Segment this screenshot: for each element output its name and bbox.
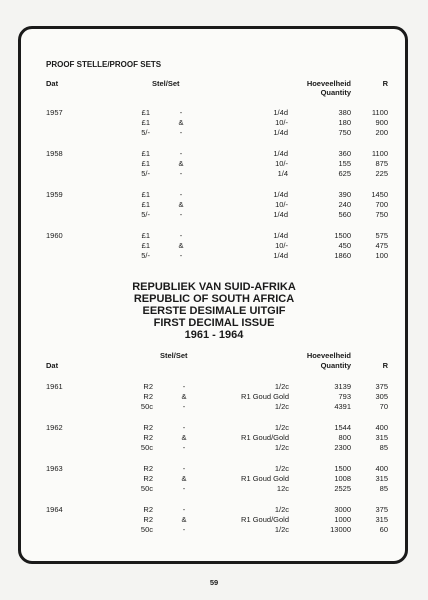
header-stel: Stel/Set [152,79,180,88]
price-rand: 305 [375,392,388,401]
section-title: PROOF STELLE/PROOF SETS [46,60,162,69]
quantity: 390 [338,190,351,199]
year-label: 1963 [46,464,63,473]
coin-description: R1 Goud/Gold [241,515,289,524]
set-symbol: - [179,169,183,178]
header-r: R [382,79,388,88]
set-symbol: & [178,200,184,209]
coin-description: 10/- [275,118,288,127]
coin-description: 1/2c [274,525,289,534]
price-rand: 375 [375,505,388,514]
set-symbol: - [182,443,186,452]
quantity: 450 [338,241,351,250]
price-rand: 375 [375,382,388,391]
quantity: 625 [338,169,351,178]
quantity: 1500 [334,231,351,240]
heading-line: REPUBLIC OF SOUTH AFRICA [133,293,295,305]
coin-description: 1/2c [274,505,289,514]
set-symbol: - [179,128,183,137]
denomination: R2 [143,433,153,442]
set-symbol: - [179,251,183,260]
denomination: £1 [141,231,150,240]
year-label: 1964 [46,505,63,514]
coin-description: R1 Goud Gold [241,392,289,401]
price-rand: 315 [375,515,388,524]
denomination: £1 [141,149,150,158]
quantity: 2525 [334,484,351,493]
set-symbol: - [179,149,183,158]
coin-description: 1/4 [277,169,288,178]
denomination: 50c [140,402,153,411]
header-r-2: R [382,361,388,370]
quantity: 750 [338,128,351,137]
year-label: 1958 [46,149,63,158]
year-label: 1961 [46,382,63,391]
coin-description: 1/4d [273,231,288,240]
set-symbol: - [182,525,186,534]
header-qty2-2: Quantity [320,361,351,370]
heading-line: FIRST DECIMAL ISSUE [153,317,275,329]
denomination: R2 [143,392,153,401]
price-rand: 100 [375,251,388,260]
coin-description: R1 Goud/Gold [241,433,289,442]
price-rand: 85 [379,443,388,452]
denomination: 5/- [141,128,150,137]
coin-description: 1/2c [274,423,289,432]
set-symbol: - [179,210,183,219]
denomination: 50c [140,443,153,452]
coin-description: 1/4d [273,190,288,199]
quantity: 1544 [334,423,351,432]
quantity: 3139 [334,382,351,391]
coin-description: 10/- [275,159,288,168]
price-rand: 575 [375,231,388,240]
price-rand: 1100 [371,149,388,158]
coin-description: 1/2c [274,443,289,452]
denomination: £1 [141,118,150,127]
coin-description: 1/4d [273,251,288,260]
year-label: 1957 [46,108,63,117]
denomination: £1 [141,190,150,199]
coin-description: 10/- [275,241,288,250]
header-qty2: Quantity [320,88,351,97]
price-rand: 475 [375,241,388,250]
set-symbol: - [182,423,186,432]
denomination: 5/- [141,169,150,178]
denomination: 5/- [141,251,150,260]
denomination: R2 [143,464,153,473]
coin-description: 1/4d [273,149,288,158]
quantity: 180 [338,118,351,127]
denomination: 50c [140,484,153,493]
denomination: R2 [143,423,153,432]
heading-line: REPUBLIEK VAN SUID-AFRIKA [132,281,296,293]
price-rand: 315 [375,433,388,442]
coin-description: 1/4d [273,128,288,137]
set-symbol: & [181,433,187,442]
coin-description: 1/2c [274,402,289,411]
coin-description: 1/2c [274,464,289,473]
quantity: 793 [338,392,351,401]
set-symbol: - [182,484,186,493]
denomination: R2 [143,515,153,524]
set-symbol: & [181,392,187,401]
year-label: 1960 [46,231,63,240]
denomination: R2 [143,474,153,483]
set-symbol: & [181,474,187,483]
price-rand: 60 [379,525,388,534]
denomination: £1 [141,108,150,117]
quantity: 1500 [334,464,351,473]
denomination: R2 [143,505,153,514]
price-rand: 875 [375,159,388,168]
denomination: £1 [141,159,150,168]
page-number: 59 [209,578,219,587]
set-symbol: & [181,515,187,524]
coin-description: 1/4d [273,108,288,117]
quantity: 1000 [334,515,351,524]
set-symbol: - [179,190,183,199]
coin-description: 12c [276,484,289,493]
price-rand: 400 [375,464,388,473]
quantity: 13000 [330,525,351,534]
quantity: 240 [338,200,351,209]
header-qty1-2: Hoeveelheid [306,351,351,360]
heading-line: EERSTE DESIMALE UITGIF [142,305,286,317]
price-rand: 700 [375,200,388,209]
price-rand: 85 [379,484,388,493]
set-symbol: - [182,464,186,473]
header-dat-2: Dat [46,361,59,370]
set-symbol: & [178,241,184,250]
heading-line: 1961 - 1964 [184,329,244,341]
quantity: 560 [338,210,351,219]
price-rand: 1100 [371,108,388,117]
coin-description: 10/- [275,200,288,209]
set-symbol: - [179,108,183,117]
header-qty1: Hoeveelheid [306,79,351,88]
price-rand: 1450 [371,190,388,199]
set-symbol: & [178,159,184,168]
set-symbol: - [182,382,186,391]
header-stel-2: Stel/Set [160,351,188,360]
denomination: £1 [141,241,150,250]
price-rand: 70 [379,402,388,411]
quantity: 800 [338,433,351,442]
price-rand: 200 [375,128,388,137]
year-label: 1962 [46,423,63,432]
set-symbol: & [178,118,184,127]
price-rand: 900 [375,118,388,127]
quantity: 3000 [334,505,351,514]
issue-heading [0,281,428,341]
denomination: 50c [140,525,153,534]
price-rand: 225 [375,169,388,178]
coin-description: 1/4d [273,210,288,219]
coin-description: R1 Goud Gold [241,474,289,483]
denomination: 5/- [141,210,150,219]
set-symbol: - [179,231,183,240]
quantity: 4391 [334,402,351,411]
quantity: 2300 [334,443,351,452]
quantity: 155 [338,159,351,168]
year-label: 1959 [46,190,63,199]
quantity: 380 [338,108,351,117]
quantity: 1860 [334,251,351,260]
price-rand: 400 [375,423,388,432]
price-rand: 315 [375,474,388,483]
set-symbol: - [182,505,186,514]
price-rand: 750 [375,210,388,219]
quantity: 1008 [334,474,351,483]
header-dat: Dat [46,79,59,88]
set-symbol: - [182,402,186,411]
denomination: £1 [141,200,150,209]
denomination: R2 [143,382,153,391]
coin-description: 1/2c [274,382,289,391]
quantity: 360 [338,149,351,158]
